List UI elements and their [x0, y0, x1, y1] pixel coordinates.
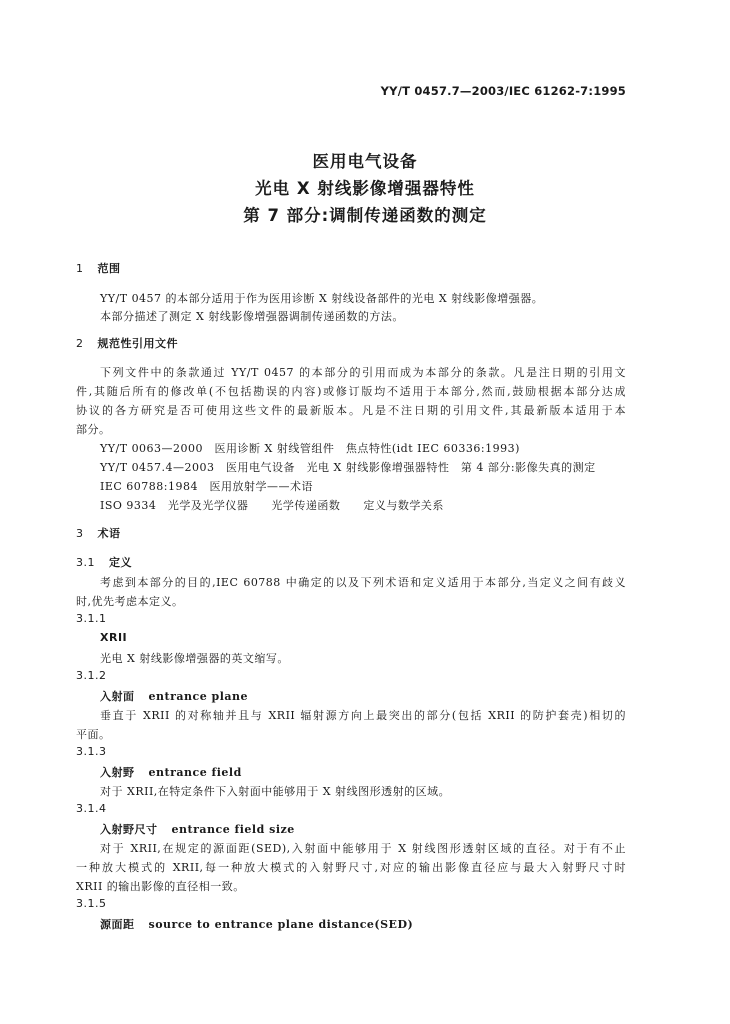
term-definition: 平面。	[76, 728, 111, 741]
reference-item: YY/T 0457.4—2003 医用电气设备 光电 X 射线影像增强器特性 第 4 部分:影像失真的测定	[100, 461, 596, 474]
term-number: 3.1.2	[76, 669, 107, 682]
paragraph: 本部分描述了测定 X 射线影像增强器调制传递函数的方法。	[100, 310, 404, 323]
term-zh: 入射野尺寸	[100, 823, 158, 836]
term-number: 3.1.4	[76, 802, 107, 815]
term-en: source to entrance plane distance(SED)	[148, 918, 414, 931]
paragraph-line: 下列文件中的条款通过 YY/T 0457 的本部分的引用而成为本部分的条款。凡是注日期的引用文	[100, 366, 626, 379]
title-line-3: 第 7 部分:调制传递函数的测定	[243, 206, 487, 225]
section-number: 2	[76, 337, 84, 350]
term-en: entrance field	[148, 766, 242, 779]
term	[100, 821, 295, 837]
term: XRII	[100, 631, 128, 644]
subsection-number: 3.1	[76, 556, 95, 569]
reference-item: IEC 60788:1984 医用放射学——术语	[100, 480, 313, 493]
paragraph-line: 时,优先考虑本定义。	[76, 595, 184, 608]
paragraph-line: 考虑到本部分的目的,IEC 60788 中确定的以及下列术语和定义适用于本部分,当定义之间有歧义	[100, 576, 626, 589]
term-number: 3.1.3	[76, 745, 107, 758]
title-line-1: 医用电气设备	[312, 152, 418, 171]
paragraph-line: 部分。	[76, 423, 111, 436]
section-title: 规范性引用文件	[97, 337, 178, 350]
reference-item: ISO 9334 光学及光学仪器 光学传递函数 定义与数学关系	[100, 499, 444, 512]
term-definition: 一种放大模式的 XRII,每一种放大模式的入射野尺寸,对应的输出影像直径应与最大入射野尺寸时	[76, 861, 626, 874]
title-line-2: 光电 X 射线影像增强器特性	[255, 179, 475, 198]
term	[100, 688, 248, 704]
term-definition: 对于 XRII,在规定的源面距(SED),入射面中能够用于 X 射线图形透射区域的直径。对于有不止	[100, 842, 626, 855]
term	[100, 764, 242, 780]
paragraph: YY/T 0457 的本部分适用于作为医用诊断 X 射线设备部件的光电 X 射线影像增强器。	[100, 292, 544, 305]
term-zh: 入射野	[100, 766, 135, 779]
term-definition: 光电 X 射线影像增强器的英文缩写。	[100, 652, 289, 665]
section-3-heading	[76, 525, 121, 541]
term	[100, 916, 413, 932]
term-definition: 垂直于 XRII 的对称轴并且与 XRII 辐射源方向上最突出的部分(包括 XRII 的防护套壳)相切的	[100, 709, 626, 722]
term-zh: 源面距	[100, 918, 135, 931]
paragraph-line: 协议的各方研究是否可使用这些文件的最新版本。凡是不注日期的引用文件,其最新版本适用于本	[76, 404, 626, 417]
term-zh: 入射面	[100, 690, 135, 703]
term-en: entrance plane	[148, 690, 249, 703]
term-definition: 对于 XRII,在特定条件下入射面中能够用于 X 射线图形透射的区域。	[100, 785, 451, 798]
section-title: 术语	[97, 527, 121, 540]
term-number: 3.1.1	[76, 612, 107, 625]
section-2-heading	[76, 335, 178, 351]
subsection-3-1-heading	[76, 554, 132, 570]
reference-item: YY/T 0063—2000 医用诊断 X 射线管组件 焦点特性(idt IEC 60336:1993)	[100, 442, 520, 455]
term-number: 3.1.5	[76, 897, 107, 910]
term-definition: XRII 的输出影像的直径相一致。	[76, 880, 245, 893]
section-1-heading	[76, 260, 121, 276]
standard-code: YY/T 0457.7—2003/IEC 61262-7:1995	[380, 84, 626, 98]
term-en: entrance field size	[171, 823, 295, 836]
section-title: 范围	[97, 262, 121, 275]
paragraph-line: 件,其随后所有的修改单(不包括勘误的内容)或修订版均不适用于本部分,然而,鼓励根据本部分达成	[76, 385, 626, 398]
section-number: 3	[76, 527, 84, 540]
section-number: 1	[76, 262, 84, 275]
subsection-title: 定义	[109, 556, 132, 569]
